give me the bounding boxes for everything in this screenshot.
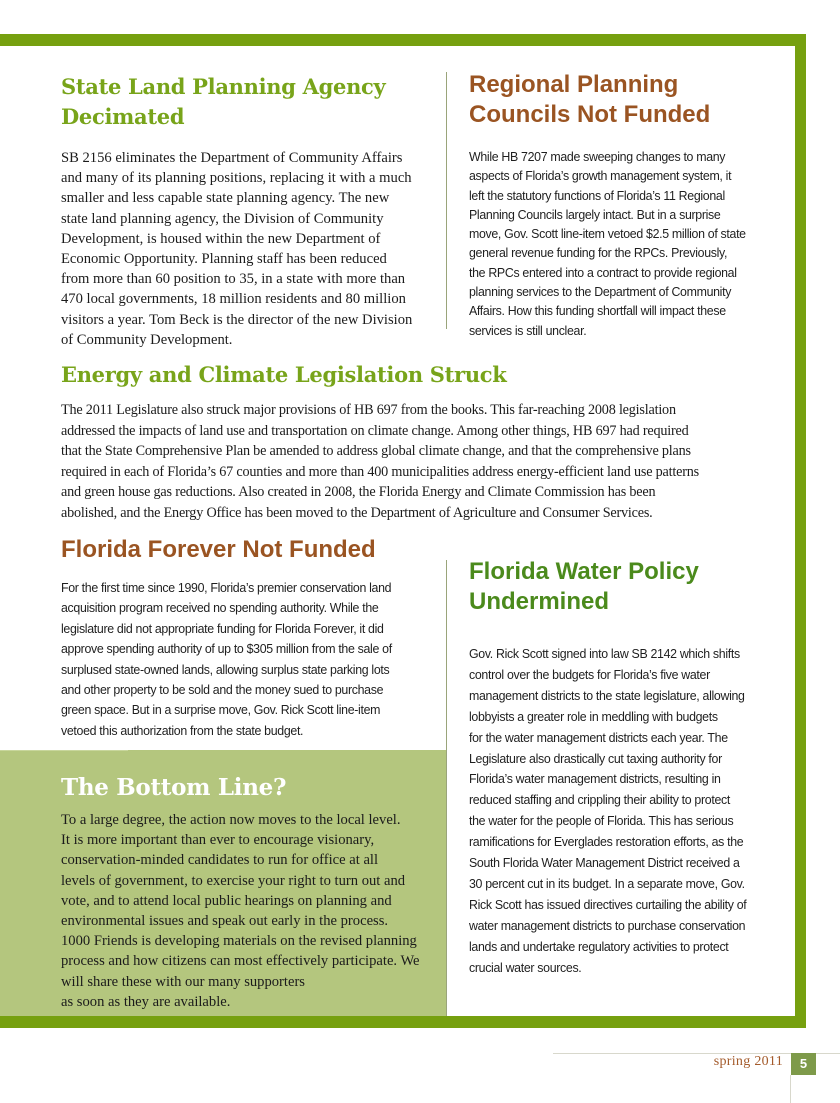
section-title: Florida Forever Not Funded — [61, 536, 376, 563]
frame-bottom-bar — [0, 1016, 806, 1028]
callout-box-edge — [0, 750, 128, 751]
section-body: While HB 7207 made sweeping changes to many aspects of Florida’s growth management system, it left the statutory functions of Florida’s 11 Regional Planning Councils largely intact. But in a surprise move, Gov. Scott line-item vetoed $2.5 million of state general revenue funding for the RPCs. Previously, the RPCs entered into a contract to provide regional planning services to the Department of Community Affairs. How this funding shortfall will impact these services is still unclear. — [469, 149, 746, 338]
section-title: State Land Planning Agency Decimated — [61, 74, 386, 129]
page-number: 5 — [791, 1053, 816, 1075]
section-body: Gov. Rick Scott signed into law SB 2142 which shifts control over the budgets for Florida’s five water management districts to the state legislature, allowing lobbyists a greater role in meddling with budgets for the water management districts each year. The Legislature also drastically cut taxing authority for Florida’s water management districts, resulting in reduced staffing and crippling their ability to protect the water for the people of Florida. This has serious ramifications for Everglades restoration efforts, as the South Florida Water Management District received a 30 percent cut in its budget. In a separate move, Gov. Rick Scott has issued directives curtailing the ability of water management districts to purchase conservation lands and undertake regulatory activities to protect crucial water sources. — [469, 646, 747, 975]
issue-season: spring 2011 — [713, 1054, 783, 1069]
column-divider-bottom — [446, 560, 447, 1016]
footer-vertical-rule — [790, 1075, 791, 1103]
frame-right-bar — [795, 34, 806, 1028]
section-title: The Bottom Line? — [61, 774, 287, 801]
section-body: For the first time since 1990, Florida’s premier conservation land acquisition program received no spending authority. While the legislature did not appropriate funding for Florida Forever, it did approve spending authority of up to $305 million from the sale of surplused state-owned lands, allowing surplus state parking lots and other property to be sold and the money sued to purchase green space. But in a surprise move, Gov. Rick Scott line-item vetoed this authorization from the state budget. — [61, 580, 392, 738]
section-title: Florida Water Policy Undermined — [469, 558, 699, 615]
section-title: Regional Planning Councils Not Funded — [469, 71, 711, 128]
column-divider-top — [446, 72, 447, 329]
frame-top-bar — [0, 34, 806, 46]
section-title: Energy and Climate Legislation Struck — [61, 362, 507, 387]
section-body: The 2011 Legislature also struck major provisions of HB 697 from the books. This far-reaching 2008 legislation addressed the impacts of land use and transportation on climate change. Among other things, HB 697 had required that the State Comprehensive Plan be amended to address global climate change, and that the comprehensive plans required in each of Florida’s 67 counties and more than 400 municipalities address energy-efficient land use patterns and green house gas reductions. Also created in 2008, the Florida Energy and Climate Commission has been abolished, and the Energy Office has been moved to the Department of Agriculture and Consumer Services. — [61, 402, 699, 521]
section-body: SB 2156 eliminates the Department of Community Affairs and many of its planning positions, replacing it with a much smaller and less capable state planning agency. The new state land planning agency, the Division of Community Development, is housed within the new Department of Economic Opportunity. Planning staff has been reduced from more than 60 position to 35, in a state with more than 470 local governments, 18 million residents and 80 million visitors a year. Tom Beck is the director of the new Division of Community Development. — [61, 150, 413, 348]
section-body: To a large degree, the action now moves to the local level. It is more important than ever to encourage visionary, conservation-minded candidates to run for office at all levels of government, to exercise your right to turn out and vote, and to attend local public hearings on planning and environmental issues and speak out early in the process. 1000 Friends is developing materials on the revised planning process and how citizens can most effectively participate. We will share these with our many supporters as soon as they are available. — [61, 812, 420, 1010]
